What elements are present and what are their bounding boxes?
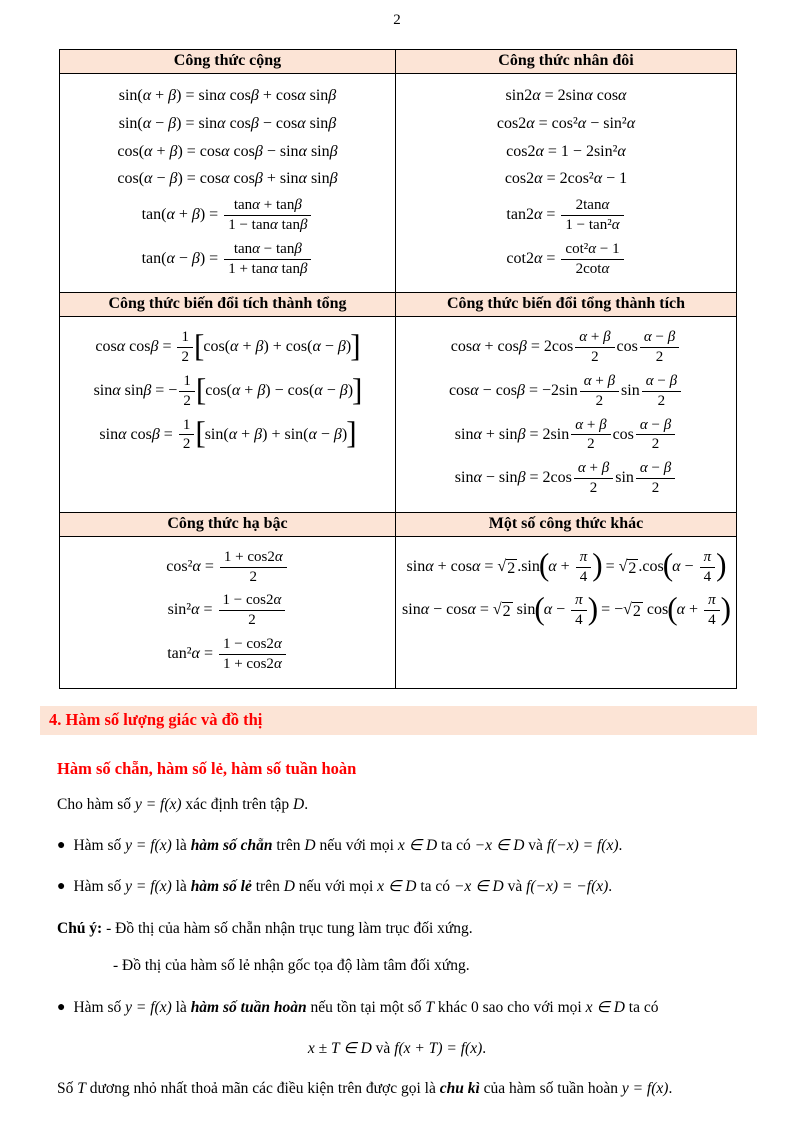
formula-line: sin(α + β) = sinα cosβ + cosα sinβ xyxy=(118,87,337,104)
formula-line: cos(α + β) = cosα cosβ − sinα sinβ xyxy=(117,142,338,160)
table-formula-cell xyxy=(60,317,395,512)
paragraph-bullet: ● Hàm số y = f(x) là hàm số chẵn trên D nếu với mọi x ∈ D ta có −x ∈ D và f(−x) = f(x). xyxy=(57,837,623,854)
paragraph-plain: Cho hàm số y = f(x) xác định trên tập D. xyxy=(57,795,309,813)
page-number: 2 xyxy=(393,12,401,28)
table-header-cell: Công thức biến đổi tích thành tổng xyxy=(60,293,395,317)
table-header-cell: Công thức cộng xyxy=(60,50,395,74)
fraction: $\frac{2\tan\alpha}{\text{1 − tan²α}}$ xyxy=(561,197,623,234)
formula-line: tan²α = $\frac{1 - \cos 2\alpha}{1 + \cos 2\alpha}$ xyxy=(63,636,392,673)
bullet-icon: ● xyxy=(57,999,66,1015)
fraction: $\frac{\text{cot²α − 1}}{2\cot\alpha}$ xyxy=(561,241,623,278)
body-text xyxy=(57,794,737,1101)
formula-line: tan(α − β) = $\frac{\tan\alpha - \tan\beta}{\text{1 + tanα tanβ}}$ xyxy=(63,241,392,278)
fraction: $\frac{\alpha + \beta}{2}$ xyxy=(574,460,613,497)
formula-line: cosα + cosβ = 2cos $\frac{\alpha + \beta}{2}$ cos $\frac{\alpha - \beta}{2}$ xyxy=(399,329,733,366)
table-header-cell: Công thức nhân đôi xyxy=(395,50,736,74)
formula-line: cos²α = $\frac{1 + \cos 2\alpha}{2}$ xyxy=(63,549,392,586)
paragraph-bullet: ● Hàm số y = f(x) là hàm số tuần hoàn nếu tồn tại một số T khác 0 sao cho với mọi x ∈ D ta có xyxy=(57,998,659,1016)
subsection-heading: Hàm số chẵn, hàm số lẻ, hàm số tuần hoàn xyxy=(57,758,357,778)
fraction: $\frac{\pi}{4}$ xyxy=(571,592,587,629)
fraction: $\frac{\alpha - \beta}{2}$ xyxy=(636,460,675,497)
bullet-icon: ● xyxy=(57,838,66,853)
formula-line: tan(α + β) = $\frac{\tan\alpha + \tan\beta}{\text{1 − tanα tanβ}}$ xyxy=(63,197,392,234)
fraction: $\frac{\alpha + \beta}{2}$ xyxy=(571,417,610,454)
formula-line: cos2α = 2cos²α − 1 xyxy=(504,170,628,188)
formula-line: sinα + cosα = √ 2 .sin(α + $\frac{\pi}{4}$ ) = √ 2 .cos(α − $\frac{\pi}{4}$ ) xyxy=(406,547,727,585)
bullet-icon: ● xyxy=(57,879,66,895)
table-header-cell: Công thức biến đổi tổng thành tích xyxy=(395,293,736,317)
table-formula-cell xyxy=(395,74,736,293)
paragraph-indent: - Đồ thị của hàm số lẻ nhận gốc tọa độ làm tâm đối xứng. xyxy=(113,957,470,975)
formula-line: sinα − cosα = √ 2 sin(α − $\frac{\pi}{4}$ ) = − √ 2 cos(α + $\frac{\pi}{4}$ ) xyxy=(402,591,731,629)
fraction: $\frac{1 + \cos 2\alpha}{2}$ xyxy=(220,549,287,586)
formula-line: sinα + sinβ = 2sin $\frac{\alpha + \beta}{2}$ cos $\frac{\alpha - \beta}{2}$ xyxy=(399,417,733,454)
section-heading-band xyxy=(40,706,757,735)
paragraph-plain: Chú ý: - Đồ thị của hàm số chẵn nhận trục tung làm trục đối xứng. xyxy=(57,919,473,937)
formula-line: sinα cosβ = $\frac{1}{2}$ [sin(α + β) + sin(α − β)] xyxy=(99,415,357,453)
fraction: $\frac{1}{2}$ xyxy=(177,329,193,366)
fraction: $\frac{1 - \cos 2\alpha}{1 + \cos 2\alpha}$ xyxy=(219,636,286,673)
formula-line: sinα sinβ = − $\frac{1}{2}$ [cos(α + β) − cos(α − β)] xyxy=(93,371,363,409)
paragraph-bullet: ● Hàm số y = f(x) là hàm số lẻ trên D nếu với mọi x ∈ D ta có −x ∈ D và f(−x) = −f(x). xyxy=(57,878,613,896)
radical: √ 2 xyxy=(492,601,511,621)
table-header-cell: Công thức hạ bậc xyxy=(60,513,395,537)
fraction: $\frac{\pi}{4}$ xyxy=(704,592,720,629)
fraction: $\frac{\alpha - \beta}{2}$ xyxy=(640,329,679,366)
paragraph-plain: Số T dương nhỏ nhất thoả mãn các điều kiện trên được gọi là chu kì của hàm số tuần hoàn y = f(x). xyxy=(57,1079,673,1097)
fraction: $\frac{1}{2}$ xyxy=(179,373,195,410)
fraction: $\frac{\alpha + \beta}{2}$ xyxy=(580,373,619,410)
formula-line: sin(α − β) = sinα cosβ − cosα sinβ xyxy=(118,114,337,132)
formula-line: cos(α − β) = cosα cosβ + sinα sinβ xyxy=(117,170,338,188)
radical: √ 2 xyxy=(618,557,637,577)
table-formula-cell xyxy=(60,74,395,293)
table-formula-cell xyxy=(60,537,395,688)
fraction: $\frac{\pi}{4}$ xyxy=(576,549,592,586)
formula-table xyxy=(59,49,737,689)
table-header-cell: Một số công thức khác xyxy=(395,513,736,537)
radical: √ 2 xyxy=(497,557,516,577)
table-formula-cell xyxy=(395,317,736,512)
fraction: $\frac{\pi}{4}$ xyxy=(700,549,716,586)
table-formula-cell xyxy=(395,537,736,688)
fraction: $\frac{\tan\alpha + \tan\beta}{\text{1 − tanα tanβ}}$ xyxy=(224,197,311,234)
formula-line: sin²α = $\frac{1 - \cos 2\alpha}{2}$ xyxy=(63,592,392,629)
fraction: $\frac{\alpha - \beta}{2}$ xyxy=(636,417,675,454)
formula-line: cos2α = cos²α − sin²α xyxy=(496,114,636,132)
formula-line: sinα − sinβ = 2cos $\frac{\alpha + \beta}{2}$ sin $\frac{\alpha - \beta}{2}$ xyxy=(399,460,733,497)
formula-line: sin2α = 2sinα cosα xyxy=(505,87,627,104)
paragraph-center: x ± T ∈ D và f(x + T) = f(x). xyxy=(307,1040,487,1058)
formula-line: tan2α = $\frac{2\tan\alpha}{\text{1 − tan²α}}$ xyxy=(399,197,733,234)
radical: √ 2 xyxy=(623,601,641,621)
fraction: $\frac{\alpha - \beta}{2}$ xyxy=(642,373,681,410)
fraction: $\frac{1}{2}$ xyxy=(179,417,195,454)
fraction: $\frac{1 - \cos 2\alpha}{2}$ xyxy=(219,592,286,629)
formula-line: cosα − cosβ = −2sin $\frac{\alpha + \beta}{2}$ sin $\frac{\alpha - \beta}{2}$ xyxy=(399,373,733,410)
fraction: $\frac{\alpha + \beta}{2}$ xyxy=(575,329,614,366)
formula-line: cos2α = 1 − 2sin²α xyxy=(506,142,626,160)
formula-line: cosα cosβ = $\frac{1}{2}$ [cos(α + β) + cos(α − β)] xyxy=(95,328,361,366)
fraction: $\frac{\tan\alpha - \tan\beta}{\text{1 + tanα tanβ}}$ xyxy=(224,241,311,278)
formula-line: cot2α = $\frac{\text{cot²α − 1}}{2\cot\alpha}$ xyxy=(399,241,733,278)
section-heading: 4. Hàm số lượng giác và đồ thị xyxy=(49,709,263,729)
